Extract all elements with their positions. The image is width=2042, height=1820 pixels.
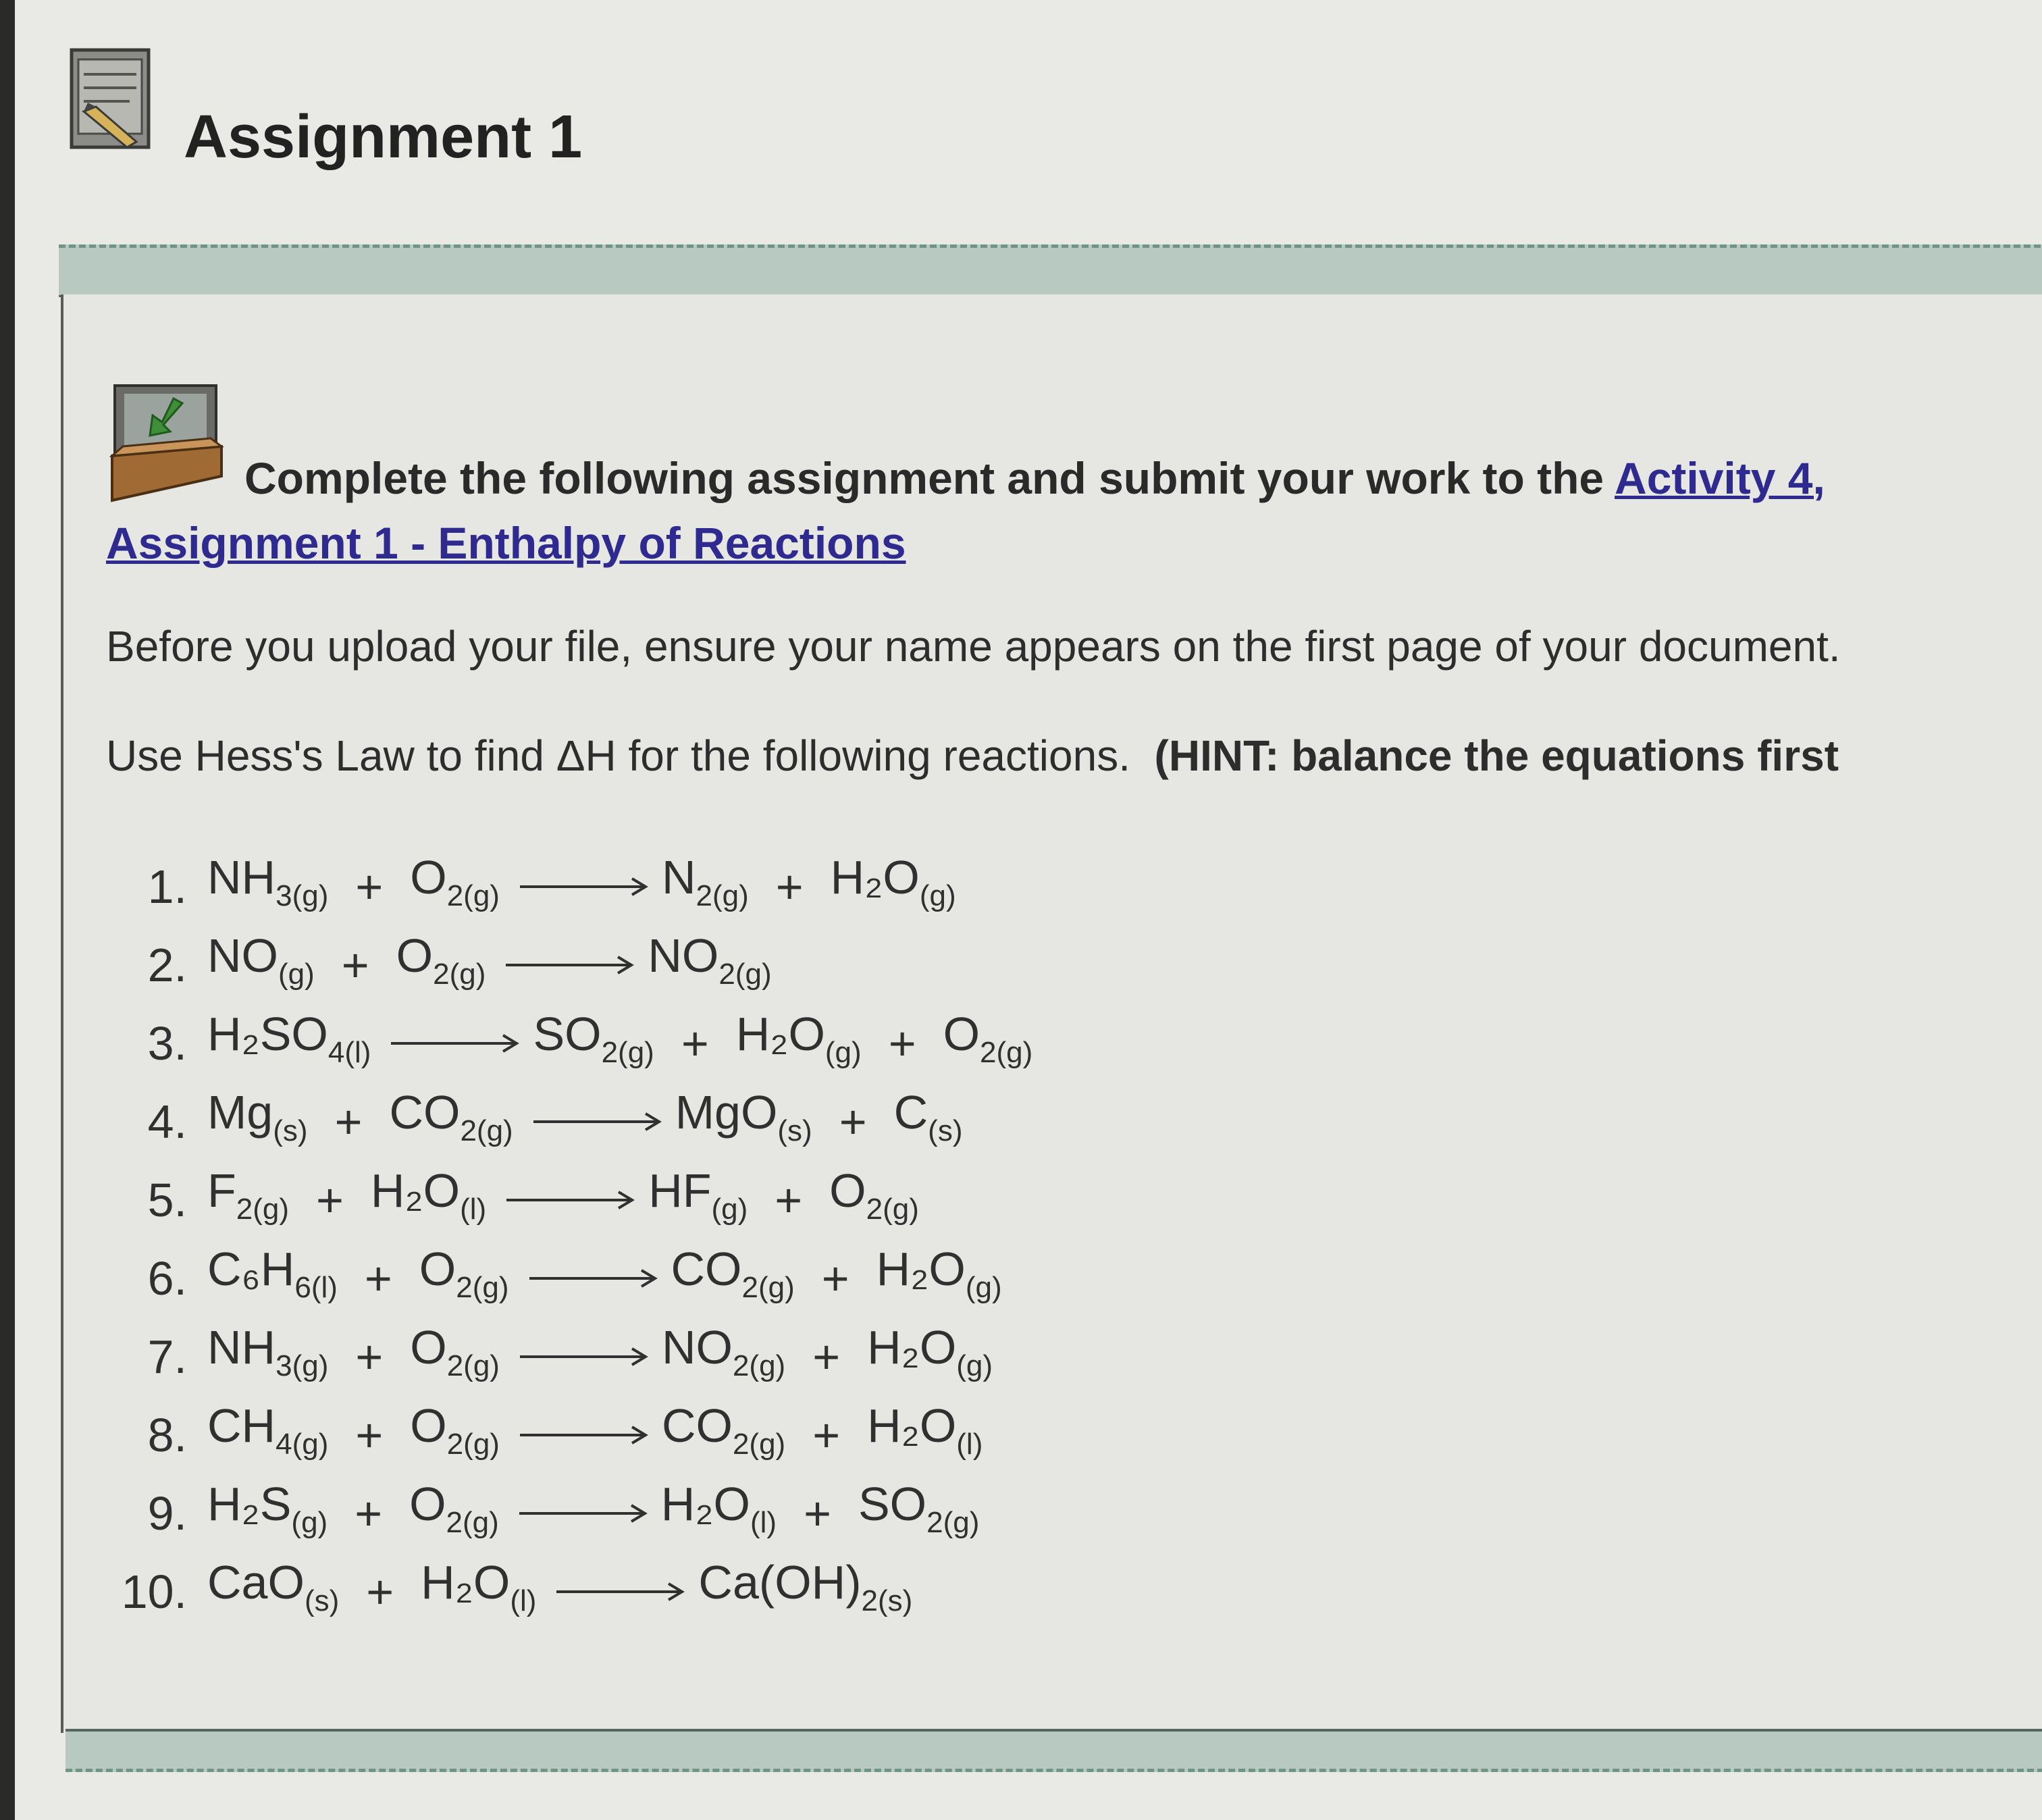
species-subscript: 2(g) [433, 958, 486, 991]
species-subscript: (s) [304, 1584, 340, 1617]
divider-band-bottom [66, 1729, 2042, 1772]
species-formula: C [893, 1086, 928, 1139]
reaction-row [116, 1239, 1032, 1318]
species-subscript: 2(s) [861, 1584, 913, 1617]
plus-sign: + [839, 1095, 867, 1148]
upload-note: Before you upload your file, ensure your name appears on the first page of your document. [106, 622, 1841, 671]
reaction-arrow-icon [520, 1422, 648, 1449]
page [15, 0, 2042, 1820]
species-subscript: 2(g) [980, 1036, 1033, 1069]
plus-sign: + [334, 1095, 363, 1148]
chemical-species [396, 916, 486, 1014]
screen-edge [0, 0, 15, 1820]
reaction-arrow-icon [529, 1265, 658, 1292]
plus-sign: + [775, 860, 804, 913]
species-formula: CH [207, 1399, 276, 1452]
species-subscript: 2(g) [696, 879, 749, 912]
species-formula: O [410, 1399, 447, 1452]
species-formula: O [409, 1478, 446, 1530]
species-formula: O [410, 1321, 447, 1374]
species-formula: H₂O [876, 1243, 966, 1295]
species-subscript: (l) [460, 1193, 487, 1226]
species-formula: NH [207, 851, 276, 904]
reaction-row [116, 926, 1032, 1004]
species-subscript: (l) [956, 1428, 983, 1461]
species-formula: SO [858, 1478, 927, 1530]
plus-sign: + [888, 1017, 916, 1070]
divider-band-top [59, 244, 2042, 297]
reaction-number: 4. [147, 1095, 187, 1148]
species-subscript: 2(g) [732, 1428, 786, 1461]
species-subscript: 2(g) [926, 1506, 980, 1539]
reaction-arrow-icon [506, 952, 634, 979]
reaction-arrow-icon [391, 1030, 519, 1057]
chemical-species [421, 1543, 536, 1640]
species-formula: O [829, 1164, 866, 1217]
species-formula: CaO [207, 1556, 305, 1609]
plus-sign: + [775, 1174, 803, 1226]
hint-text: (HINT: balance the equations first [1154, 731, 1839, 780]
species-subscript: 6(l) [294, 1271, 338, 1304]
species-subscript: 2(g) [866, 1193, 919, 1226]
chemical-species [698, 1543, 912, 1640]
species-formula: O [410, 851, 447, 904]
species-formula: CO [389, 1086, 461, 1139]
reaction-number: 1. [147, 860, 187, 913]
species-formula: H₂S [207, 1478, 292, 1530]
species-formula: H₂O [421, 1556, 510, 1609]
plus-sign: + [341, 939, 369, 991]
reaction-row [116, 848, 1032, 926]
reaction-arrow-icon [533, 1108, 662, 1135]
instruction-prefix: Complete the following assignment and submit your work to the [244, 453, 1604, 503]
species-formula: H₂O [867, 1321, 957, 1374]
species-subscript: 2(g) [446, 1428, 500, 1461]
species-formula: F [207, 1164, 236, 1217]
chemical-species [207, 1543, 339, 1640]
species-formula: O [943, 1008, 980, 1060]
species-subscript: (s) [273, 1114, 308, 1147]
reaction-number: 10. [121, 1565, 187, 1618]
species-formula: CO [661, 1399, 733, 1452]
species-formula: SO [533, 1008, 602, 1060]
plus-sign: + [681, 1017, 709, 1070]
species-formula: N [661, 851, 696, 904]
species-formula: H₂O [867, 1399, 957, 1452]
species-formula: C₆H [207, 1243, 295, 1295]
species-subscript: 2(g) [718, 958, 772, 991]
species-formula: NO [661, 1321, 733, 1374]
species-subscript: 4(g) [276, 1428, 329, 1461]
plus-sign: + [364, 1252, 392, 1305]
plus-sign: + [355, 1409, 384, 1461]
reaction-row [116, 1083, 1032, 1161]
species-subscript: (g) [824, 1036, 862, 1069]
species-subscript: 3(g) [276, 879, 329, 912]
species-subscript: 2(g) [741, 1271, 795, 1304]
species-subscript: (s) [928, 1114, 963, 1147]
species-subscript: 2(g) [732, 1349, 786, 1382]
plus-sign: + [804, 1487, 831, 1540]
species-formula: Ca(OH) [698, 1556, 862, 1609]
species-formula: NH [207, 1321, 276, 1374]
species-formula: NO [648, 929, 719, 982]
reaction-number: 5. [147, 1174, 187, 1226]
reaction-row [116, 1318, 1032, 1396]
species-subscript: (g) [919, 879, 956, 912]
species-subscript: 2(g) [446, 1349, 500, 1382]
species-subscript: (s) [777, 1114, 812, 1147]
instruction-text [106, 446, 2037, 575]
species-formula: H₂SO [207, 1008, 328, 1060]
reaction-number: 3. [147, 1017, 187, 1070]
reaction-arrow-icon [520, 1343, 648, 1370]
activity-4-assignment-link[interactable]: Activity 4, Assignment 1 - Enthalpy of Reactions [106, 453, 1825, 568]
species-subscript: 2(g) [601, 1036, 654, 1069]
species-formula: H₂O [370, 1164, 461, 1217]
species-subscript: 2(g) [456, 1271, 509, 1304]
species-formula: H₂O [830, 851, 920, 904]
species-subscript: (g) [278, 958, 315, 991]
page-title: Assignment 1 [184, 103, 583, 171]
species-subscript: (g) [956, 1349, 993, 1382]
species-subscript: (l) [750, 1506, 777, 1539]
species-subscript: (g) [965, 1271, 1002, 1304]
species-subscript: 2(g) [236, 1193, 290, 1226]
plus-sign: + [821, 1252, 849, 1305]
reaction-row [116, 1004, 1032, 1083]
plus-sign: + [812, 1409, 841, 1461]
reaction-number: 6. [147, 1252, 187, 1305]
reaction-arrow-icon [519, 1500, 648, 1527]
reaction-row [116, 1161, 1032, 1239]
species-formula: O [396, 929, 434, 982]
reaction-number: 9. [147, 1487, 187, 1540]
hess-law-instruction [106, 731, 1839, 781]
species-formula: MgO [675, 1086, 778, 1139]
reaction-list [116, 848, 1032, 1631]
species-formula: HF [648, 1164, 712, 1217]
reaction-row [116, 1553, 1032, 1631]
species-subscript: 2(g) [446, 1506, 499, 1539]
species-subscript: 4(l) [328, 1036, 371, 1069]
assignment-pencil-icon [69, 47, 151, 150]
reaction-row [116, 1474, 1032, 1553]
hess-law-text: Use Hess's Law to find ΔH for the following reactions. [106, 731, 1130, 780]
chemical-species [533, 995, 654, 1092]
reaction-number: 7. [147, 1330, 187, 1383]
plus-sign: + [366, 1565, 394, 1618]
plus-sign: + [355, 860, 384, 913]
species-subscript: 2(g) [446, 879, 500, 912]
reaction-row [116, 1396, 1032, 1474]
plus-sign: + [355, 1330, 384, 1383]
plus-sign: + [812, 1330, 841, 1383]
reaction-arrow-icon [506, 1187, 635, 1214]
species-subscript: (g) [291, 1506, 328, 1539]
chemical-species [831, 838, 956, 935]
species-subscript: 3(g) [276, 1349, 329, 1382]
species-formula: NO [207, 929, 278, 982]
species-subscript: (l) [510, 1584, 537, 1617]
species-subscript: (g) [711, 1193, 748, 1226]
species-formula: H₂O [735, 1008, 825, 1060]
reaction-number: 2. [147, 939, 187, 991]
species-formula: H₂O [660, 1478, 750, 1530]
reaction-number: 8. [147, 1409, 187, 1461]
species-formula: CO [671, 1243, 742, 1295]
species-subscript: 2(g) [460, 1114, 513, 1147]
reaction-arrow-icon [520, 873, 648, 900]
plus-sign: + [316, 1174, 344, 1226]
plus-sign: + [355, 1487, 383, 1540]
reaction-arrow-icon [556, 1578, 685, 1605]
species-formula: Mg [207, 1086, 273, 1139]
species-formula: O [419, 1243, 456, 1295]
